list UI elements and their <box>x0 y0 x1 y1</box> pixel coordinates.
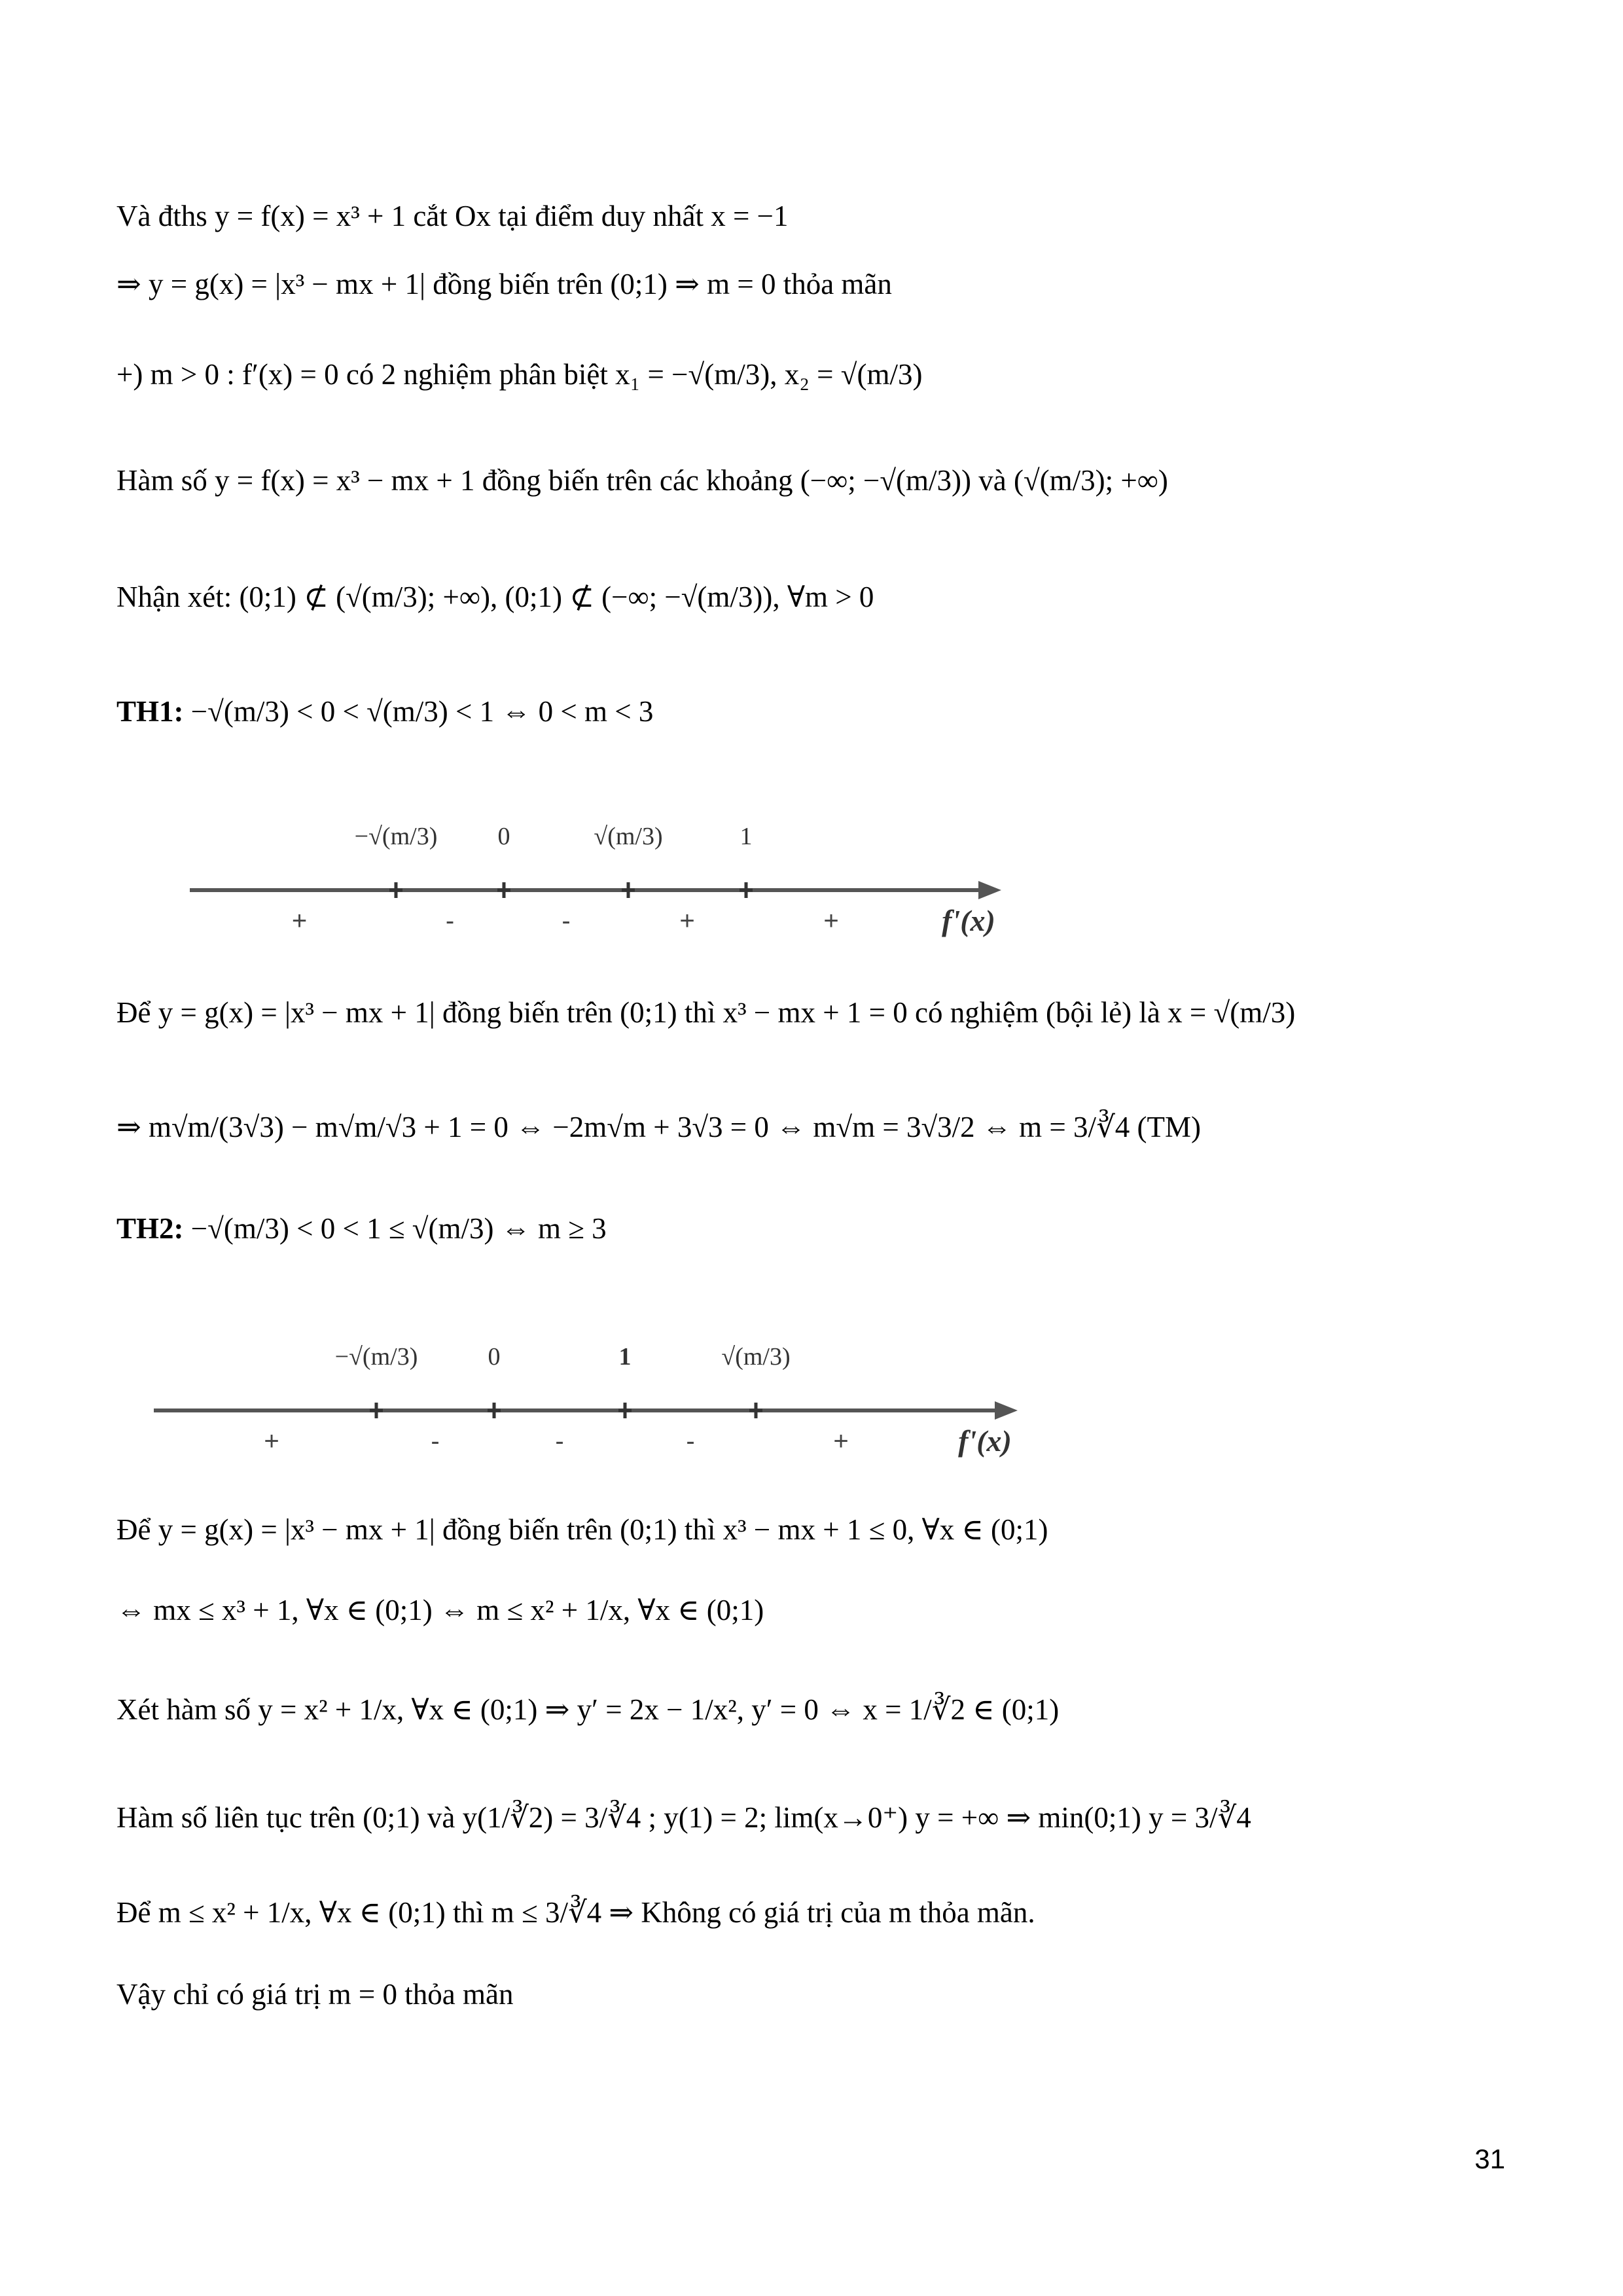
case-1-label: TH1: <box>116 695 184 728</box>
d2-point-label-3: √(m/3) <box>721 1343 791 1371</box>
case-2-label: TH2: <box>116 1212 184 1245</box>
d2-point-label-0: −√(m/3) <box>334 1343 418 1371</box>
text-line-12: Để m ≤ x² + 1/x, ∀x ∈ (0;1) thì m ≤ 3/∛4 ⇒ Không có giá trị của m thỏa mãn. <box>116 1896 1035 1929</box>
d1-sign-4: + <box>823 906 839 935</box>
page-number: 31 <box>1474 2144 1505 2174</box>
text-line-11: Hàm số liên tục trên (0;1) và y(1/∛2) = 3/∛4 ; y(1) = 2; lim(x→0⁺) y = +∞ ⇒ min(0;1) y = 3/∛4 <box>116 1801 1251 1834</box>
d2-sign-4: + <box>833 1427 849 1456</box>
text-line-8: Để y = g(x) = |x³ − mx + 1| đồng biến trên (0;1) thì x³ − mx + 1 ≤ 0, ∀x ∈ (0;1) <box>116 1513 1048 1546</box>
case-1-line <box>116 697 653 726</box>
text-line-13: Vậy chỉ có giá trị m = 0 thỏa mãn <box>116 1978 514 2011</box>
d1-point-label-0: −√(m/3) <box>354 823 438 850</box>
text-line-3: +) m > 0 : f′(x) = 0 có 2 nghiệm phân biệt x₁ = −√(m/3), x₂ = √(m/3) <box>116 358 923 391</box>
text-line-4: Hàm số y = f(x) = x³ − mx + 1 đồng biến trên các khoảng (−∞; −√(m/3)) và (√(m/3); +∞) <box>116 464 1168 497</box>
text-line-7: ⇒ m√m/(3√3) − m√m/√3 + 1 = 0 ⇔ −2m√m + 3√3 = 0 ⇔ m√m = 3√3/2 ⇔ m = 3/∛4 (TM) <box>116 1111 1201 1143</box>
case-1-condition: −√(m/3) < 0 < √(m/3) < 1 ⇔ 0 < m < 3 <box>190 695 654 728</box>
d1-axis-arrow-icon <box>978 881 1001 899</box>
d2-axis-arrow-icon <box>995 1401 1018 1420</box>
text-line-10: Xét hàm số y = x² + 1/x, ∀x ∈ (0;1) ⇒ y′ = 2x − 1/x², y′ = 0 ⇔ x = 1/∛2 ∈ (0;1) <box>116 1693 1060 1726</box>
d2-function-label: f'(x) <box>958 1424 1012 1458</box>
d2-sign-2: - <box>555 1427 564 1456</box>
d1-point-label-3: 1 <box>740 823 753 850</box>
text-line-9: ⇔ mx ≤ x³ + 1, ∀x ∈ (0;1) ⇔ m ≤ x² + 1/x, ∀x ∈ (0;1) <box>116 1594 764 1626</box>
d1-sign-2: - <box>562 906 571 935</box>
d2-point-label-1: 0 <box>488 1343 501 1371</box>
case-2-condition: −√(m/3) < 0 < 1 ≤ √(m/3) ⇔ m ≥ 3 <box>190 1212 607 1245</box>
d2-sign-1: - <box>431 1427 440 1456</box>
d1-sign-0: + <box>291 906 308 935</box>
text-line-5: Nhận xét: (0;1) ⊄ (√(m/3); +∞), (0;1) ⊄ (−∞; −√(m/3)), ∀m > 0 <box>116 581 874 613</box>
case-2-line <box>116 1214 607 1244</box>
text-line-6: Để y = g(x) = |x³ − mx + 1| đồng biến trên (0;1) thì x³ − mx + 1 = 0 có nghiệm (bội lẻ) là x = √(m/3) <box>116 996 1296 1029</box>
d2-sign-3: - <box>686 1427 695 1456</box>
d1-point-label-1: 0 <box>497 823 510 850</box>
d1-sign-1: - <box>445 906 455 935</box>
d2-sign-0: + <box>264 1427 279 1456</box>
d2-point-label-2: 1 <box>618 1343 632 1371</box>
d1-function-label: f'(x) <box>942 904 995 937</box>
text-line-1: Và đths y = f(x) = x³ + 1 cắt Ox tại điểm duy nhất x = −1 <box>116 200 789 232</box>
d1-sign-3: + <box>679 906 695 935</box>
text-line-2: ⇒ y = g(x) = |x³ − mx + 1| đồng biến trên (0;1) ⇒ m = 0 thỏa mãn <box>116 268 892 300</box>
d1-point-label-2: √(m/3) <box>594 823 663 850</box>
